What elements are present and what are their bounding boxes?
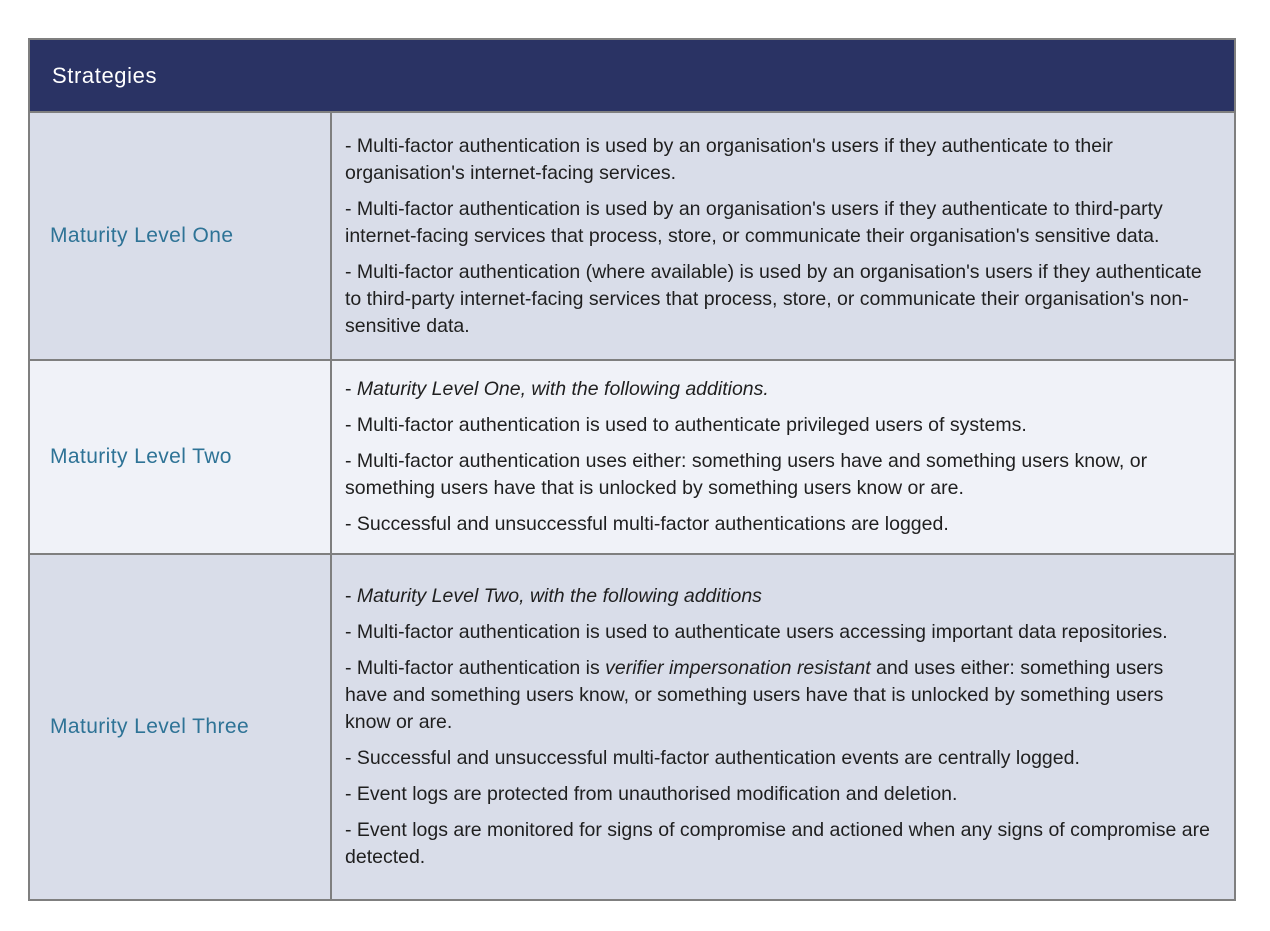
row-content-cell — [331, 554, 1235, 900]
table-header-row — [29, 39, 1235, 112]
table-row-maturity-level-three — [29, 554, 1235, 900]
bullet-line: - Multi-factor authentication is verifier impersonation resistant and uses either: something users have and something users know, or something users have that is unlocked by something users know or are. — [345, 657, 1164, 733]
row-label-cell — [29, 112, 331, 360]
table-row-maturity-level-one — [29, 112, 1235, 360]
row-content-cell — [331, 360, 1235, 554]
row-label: Maturity Level One — [50, 224, 234, 247]
row-label-cell — [29, 554, 331, 900]
bullet-line: - Multi-factor authentication is used to authenticate users accessing important data repositories. — [345, 621, 1168, 643]
row-label-cell — [29, 360, 331, 554]
bullet-line: - Event logs are protected from unauthorised modification and deletion. — [345, 783, 958, 805]
bullet-line: - Multi-factor authentication (where available) is used by an organisation's users if they authenticate to third-party internet-facing services that process, store, or communicate their organisation's non-sensitive data. — [345, 260, 1202, 337]
bullet-line: - Multi-factor authentication is used by an organisation's users if they authenticate to their organisation's internet-facing services. — [345, 134, 1113, 184]
bullet-list — [345, 133, 1210, 340]
row-content-cell — [331, 112, 1235, 360]
bullet-line: - Successful and unsuccessful multi-factor authentications are logged. — [345, 513, 949, 535]
table-row-maturity-level-two — [29, 360, 1235, 554]
bullet-line: - Successful and unsuccessful multi-factor authentication events are centrally logged. — [345, 747, 1080, 769]
strategies-table-container — [28, 38, 1236, 901]
bullet-line: - Event logs are monitored for signs of compromise and actioned when any signs of compromise are detected. — [345, 819, 1210, 868]
bullet-list — [345, 583, 1210, 871]
row-label: Maturity Level Two — [50, 445, 232, 468]
bullet-line: - Maturity Level One, with the following additions. — [345, 378, 769, 400]
bullet-line: - Multi-factor authentication uses either: something users have and something users know, or something users have that is unlocked by something users know or are. — [345, 450, 1148, 499]
table-body — [29, 112, 1235, 900]
table-header-strategies: Strategies — [29, 39, 1235, 112]
bullet-line: - Maturity Level Two, with the following additions — [345, 585, 762, 607]
bullet-line: - Multi-factor authentication is used by an organisation's users if they authenticate to third-party internet-facing services that process, store, or communicate their organisation's sensitive data. — [345, 197, 1163, 247]
row-label: Maturity Level Three — [50, 715, 250, 738]
bullet-line: - Multi-factor authentication is used to authenticate privileged users of systems. — [345, 414, 1027, 436]
bullet-list — [345, 376, 1210, 538]
strategies-table — [28, 38, 1236, 901]
